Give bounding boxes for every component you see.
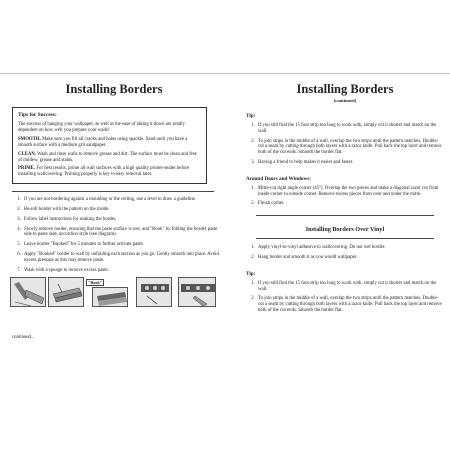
tip-item-2: 2. To join strips in the middle of a wall, overlap the two strips until the pattern matches. Double-cut a seam by cutting through both layers with a razor knife. Pull back the top layer and remove both of the cut ends. Smooth the border flat. bbox=[256, 139, 444, 156]
tip-prime-text: For best results, prime all wall surfaces with a high quality primer-sealer before installing wallcovering. Priming properly is key to easy removal later. bbox=[18, 166, 190, 178]
doors-windows-heading: Around Doors and Windows: bbox=[246, 175, 312, 182]
tips-intro: The success of hanging your wallpaper, as well as the ease of taking it down are totally dependent on how well you prepare your walls! bbox=[18, 122, 185, 133]
continued-note: continued... bbox=[12, 335, 35, 341]
tip-clean-label: CLEAN. bbox=[18, 151, 36, 157]
tip2-item-2: 2. To join strips in the middle of a wall, overlap the two strips until the pattern matches. Double-cut a seam by cutting through both layers with a razor knife. Pull back the top layer and remove both of the cut ends. Smooth the border flat. bbox=[256, 296, 444, 313]
apply-illustration bbox=[136, 277, 172, 307]
installation-diagram bbox=[8, 277, 220, 313]
tip-prime-label: PRIME. bbox=[18, 166, 36, 172]
tip-prime bbox=[18, 166, 201, 178]
tip-list bbox=[246, 123, 444, 166]
section-divider bbox=[12, 191, 214, 192]
vinyl-heading: Installing Borders Over Vinyl bbox=[305, 226, 385, 234]
page-title: Installing Borders bbox=[65, 82, 163, 96]
tip-clean bbox=[18, 152, 201, 164]
tip2-item-1: 1. If you still find the 15 foot strip too long to work with, simply cut it shorter and match on the wall. bbox=[256, 281, 444, 293]
step-7: 7. Wash with a sponge to remove excess paste. bbox=[22, 268, 220, 274]
doors-windows-steps bbox=[246, 186, 444, 207]
step-3: 3. Follow label instructions for soaking the border. bbox=[22, 217, 220, 223]
right-page bbox=[246, 82, 444, 318]
tip-smooth-text: Make sure you fill all cracks and holes using spackle. Sand until you have a smooth surface with a medium grit sandpaper. bbox=[18, 136, 188, 148]
tips-heading: Tips for Success: bbox=[18, 112, 57, 118]
page-title-continued: Installing Borders bbox=[296, 82, 394, 96]
smooth-illustration bbox=[178, 277, 216, 307]
soak-illustration bbox=[10, 277, 46, 307]
vinyl-step-2: 2. Hang border and smooth it as you would wallpaper. bbox=[256, 255, 444, 261]
step-2: 2. Re-roll border with the pattern on the inside. bbox=[22, 207, 220, 213]
tip-item-3: 3. Having a friend to help makes it easier and faster. bbox=[256, 160, 444, 166]
tip-heading: Tip: bbox=[246, 113, 256, 119]
step-5: 5. Leave border "Booked" for 5 minutes to further activate paste. bbox=[22, 242, 220, 248]
top-divider bbox=[0, 73, 450, 74]
tip2-list bbox=[246, 281, 444, 314]
tip-smooth bbox=[18, 137, 201, 149]
doors-step-1: 1. Mitre-cut right angle corner (45°). Overlap the two pieces and make a diagonal razor cut from inside corner to outside corner. Remove excess pieces from over and under the mitre. bbox=[256, 186, 444, 198]
doors-step-2: 2. Finish corner. bbox=[256, 201, 444, 207]
vinyl-section-header bbox=[256, 215, 434, 239]
tips-box bbox=[12, 107, 207, 184]
left-page bbox=[8, 82, 220, 340]
vinyl-steps bbox=[246, 245, 444, 261]
tip-smooth-label: SMOOTH. bbox=[18, 136, 41, 142]
step-4: 4. Slowly remove border, ensuring that the paste surface is wet, and "Book" by folding the border paste side to paste side, accordion style (see diagram). bbox=[22, 227, 220, 239]
book-illustration bbox=[48, 277, 84, 307]
page-subtitle: (continued) bbox=[333, 98, 357, 103]
tip-item-1: 1. If you still find the 15 foot strip too long to work with, simply cut it shorter and match on the wall. bbox=[256, 123, 444, 135]
tip-clean-text: Wash and rinse walls to remove grease and dirt. The surface must be clean and free of mildew, grease and stains. bbox=[18, 151, 197, 163]
book-label: "Book" bbox=[88, 280, 103, 286]
vinyl-step-1: 1. Apply vinyl-to-vinyl adhesive to wallcovering. Do not wet border. bbox=[256, 245, 444, 251]
booked-roll-illustration bbox=[92, 287, 128, 307]
install-steps bbox=[8, 197, 220, 273]
step-6: 6. Apply "Booked" border to wall by unfolding each section as you go. Gently smooth into place. Avoid excess pressure as this may remove paste. bbox=[22, 252, 220, 264]
tip2-heading: Tip: bbox=[246, 270, 256, 277]
step-1: 1. If you are not bordering against a moulding or the ceiling, use a level to draw a guideline. bbox=[22, 197, 220, 203]
